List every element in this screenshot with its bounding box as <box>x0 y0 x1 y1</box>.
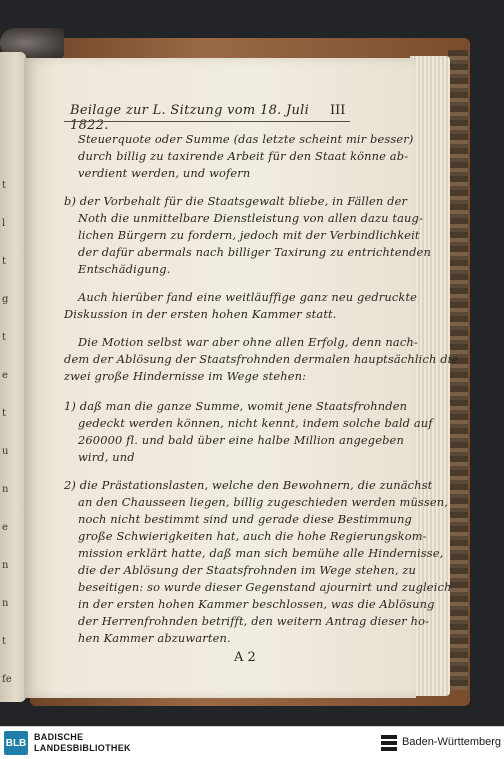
left-page-fragment: t <box>2 332 7 343</box>
left-page-fragment: e <box>2 370 8 381</box>
text-line: Steuerquote oder Summe (das letzte scheint mir besser) <box>78 132 414 146</box>
text-line: 2) die Prästationslasten, welche den Bewohnern, die zunächst <box>64 478 433 492</box>
text-line: Noth die unmittelbare Dienstleistung von allen dazu taug- <box>78 211 423 225</box>
region-name[interactable]: Baden-Württemberg <box>402 736 502 748</box>
library-name[interactable] <box>34 732 131 754</box>
text-line: Die Motion selbst war aber ohne allen Erfolg, denn nach- <box>78 335 418 349</box>
text-line: die der Ablösung der Staatsfrohnden im Wege stehen, zu <box>78 563 416 577</box>
text-line: der Herrenfrohnden betrifft, den weitern Antrag dieser ho- <box>78 614 430 628</box>
left-page-fragment: t <box>2 256 7 267</box>
header-rule <box>64 121 350 122</box>
text-line: Entschädigung. <box>78 262 171 276</box>
left-page-fragment: g <box>2 294 9 305</box>
text-line: an den Chausseen liegen, billig zugeschieden werden müssen, <box>78 495 449 509</box>
left-page-fragment: n <box>2 598 9 609</box>
left-page-fragment: n <box>2 484 9 495</box>
left-page-fragment: t <box>2 408 7 419</box>
left-page-edge <box>0 52 26 702</box>
library-name-line1: BADISCHE <box>34 732 84 742</box>
viewer-footer <box>0 726 504 759</box>
text-line: 260000 fl. und bald über eine halbe Million angegeben <box>78 433 404 447</box>
text-line: durch billig zu taxirende Arbeit für den Staat könne ab- <box>78 149 409 163</box>
left-page-fragment: fe <box>2 674 12 685</box>
left-page-fragment: u <box>2 446 9 457</box>
text-line: mission erklärt hatte, daß man sich bemühe alle Hindernisse, <box>78 546 444 560</box>
signature-mark: A 2 <box>234 650 256 665</box>
text-line: der dafür abermals nach billiger Taxirung zu entrichtenden <box>78 245 431 259</box>
text-line: 1) daß man die ganze Summe, womit jene Staatsfrohnden <box>64 399 408 413</box>
left-page-fragment: e <box>2 522 8 533</box>
text-line: gedeckt werden können, nicht kennt, indem solche bald auf <box>78 416 433 430</box>
left-page-fragment: t <box>2 180 7 191</box>
text-line: große Schwierigkeiten hat, auch die hohe Regierungskom- <box>78 529 427 543</box>
text-line: hen Kammer abzuwarten. <box>78 631 231 645</box>
text-line: lichen Bürgern zu fordern, jedoch mit der Verbindlichkeit <box>78 228 420 242</box>
text-line: verdient werden, und wofern <box>78 166 251 180</box>
text-line: in der ersten hohen Kammer beschlossen, was die Ablösung <box>78 597 435 611</box>
text-line: wird, und <box>78 450 135 464</box>
blb-logo[interactable]: BLB <box>4 731 28 755</box>
text-line: zwei große Hindernisse im Wege stehen: <box>64 369 307 383</box>
page-number: III <box>330 103 346 118</box>
left-page-fragment: l <box>2 218 6 229</box>
text-line: Auch hierüber fand eine weitläuffige ganz neu gedruckte <box>78 290 418 304</box>
text-line: dem der Ablösung der Staatsfrohnden dermalen hauptsächlich die <box>64 352 459 366</box>
library-name-line2: LANDESBIBLIOTHEK <box>34 743 131 753</box>
left-page-fragment: n <box>2 560 9 571</box>
lion-crest-icon <box>380 733 398 753</box>
running-header: Beilage zur L. Sitzung vom 18. Juli 1822. <box>70 103 310 133</box>
text-line: b) der Vorbehalt für die Staatsgewalt bliebe, in Fällen der <box>64 194 408 208</box>
left-page-fragment: t <box>2 636 7 647</box>
text-line: Diskussion in der ersten hohen Kammer statt. <box>64 307 337 321</box>
text-line: beseitigen: so wurde dieser Gegenstand ajournirt und zugleich <box>78 580 452 594</box>
text-line: noch nicht bestimmt sind und gerade diese Bestimmung <box>78 512 412 526</box>
